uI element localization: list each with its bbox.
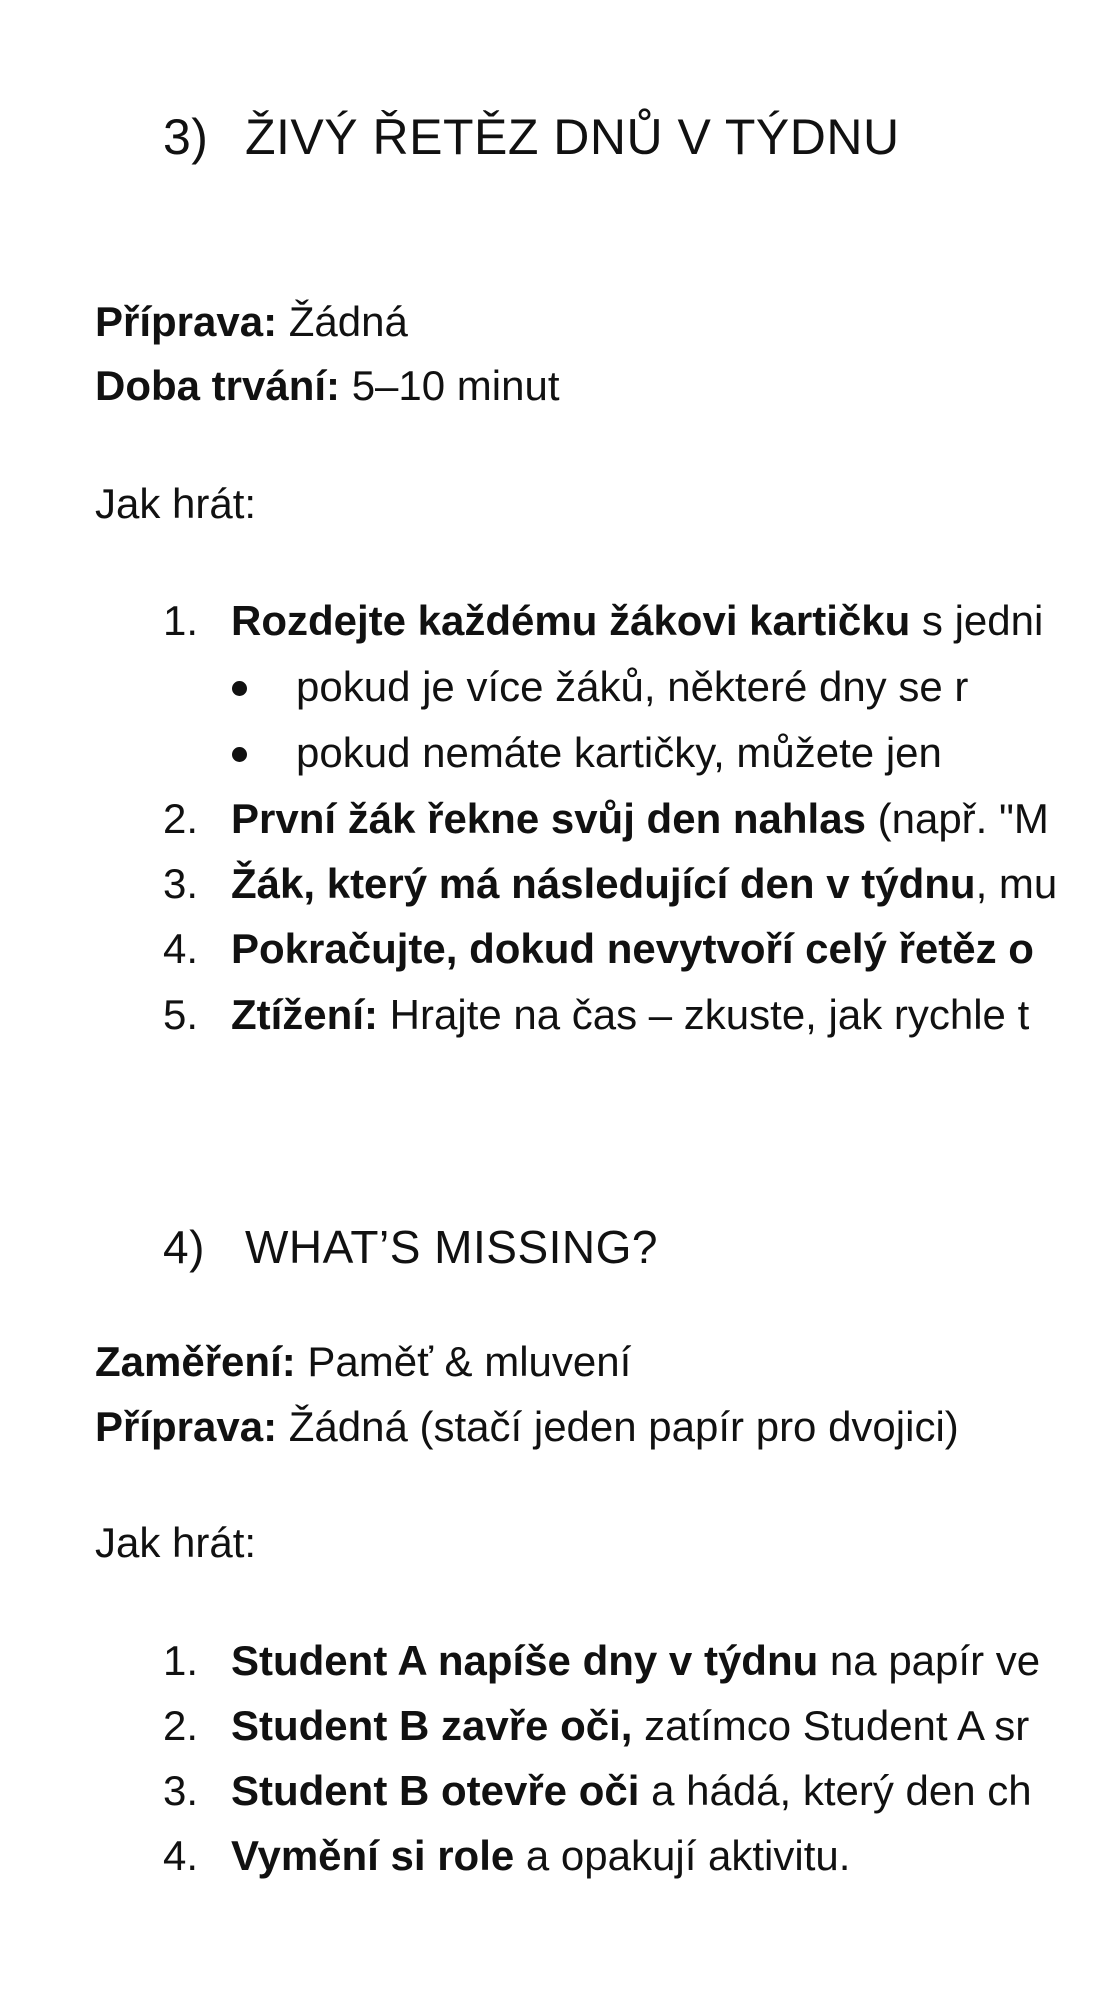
- section3-duration: [95, 362, 560, 410]
- section3-how-to-play: Jak hrát:: [95, 480, 257, 527]
- sub-bullet-item: pokud nemáte kartičky, můžete jen: [296, 729, 942, 777]
- section4-heading: [163, 1220, 658, 1274]
- focus-value: Paměť & mluvení: [295, 1338, 632, 1385]
- list-item: 5. Ztížení: Hrajte na čas – zkuste, jak rychle t: [163, 991, 1030, 1038]
- duration-label: Doba trvání:: [95, 362, 341, 409]
- prep-value: Žádná: [277, 298, 408, 345]
- section3-heading: [163, 108, 900, 166]
- section3-number: 3): [163, 109, 209, 165]
- prep-label: Příprava:: [95, 1403, 278, 1450]
- section4-number: 4): [163, 1221, 205, 1273]
- list-item: 1. Rozdejte každému žákovi kartičku s jedni: [163, 597, 1044, 644]
- section3-prep: [95, 298, 408, 346]
- prep-value: Žádná (stačí jeden papír pro dvojici): [277, 1403, 959, 1450]
- bullet-icon: [232, 681, 247, 696]
- bullet-icon: [232, 747, 247, 762]
- list-item: 4. Vymění si role a opakují aktivitu.: [163, 1832, 851, 1879]
- prep-label: Příprava:: [95, 298, 278, 345]
- list-item: 2. Student B zavře oči, zatímco Student A sr: [163, 1702, 1030, 1749]
- section4-focus: [95, 1338, 631, 1386]
- section4-prep: [95, 1403, 959, 1451]
- list-item: 3. Žák, který má následující den v týdnu, mu: [163, 860, 1058, 907]
- section4-title: WHAT’S MISSING?: [245, 1221, 659, 1273]
- list-item: 1. Student A napíše dny v týdnu na papír ve: [163, 1637, 1041, 1684]
- list-item: 4. Pokračujte, dokud nevytvoří celý řetěz o: [163, 925, 1034, 972]
- focus-label: Zaměření:: [95, 1338, 296, 1385]
- section4-how-to-play: Jak hrát:: [95, 1519, 257, 1566]
- list-item: 2. První žák řekne svůj den nahlas (např. "M: [163, 795, 1049, 842]
- sub-bullet-item: pokud je více žáků, některé dny se r: [296, 663, 968, 711]
- section3-title: ŽIVÝ ŘETĚZ DNŮ V TÝDNU: [245, 109, 900, 165]
- list-item: 3. Student B otevře oči a hádá, který den ch: [163, 1767, 1032, 1814]
- duration-value: 5–10 minut: [340, 362, 560, 409]
